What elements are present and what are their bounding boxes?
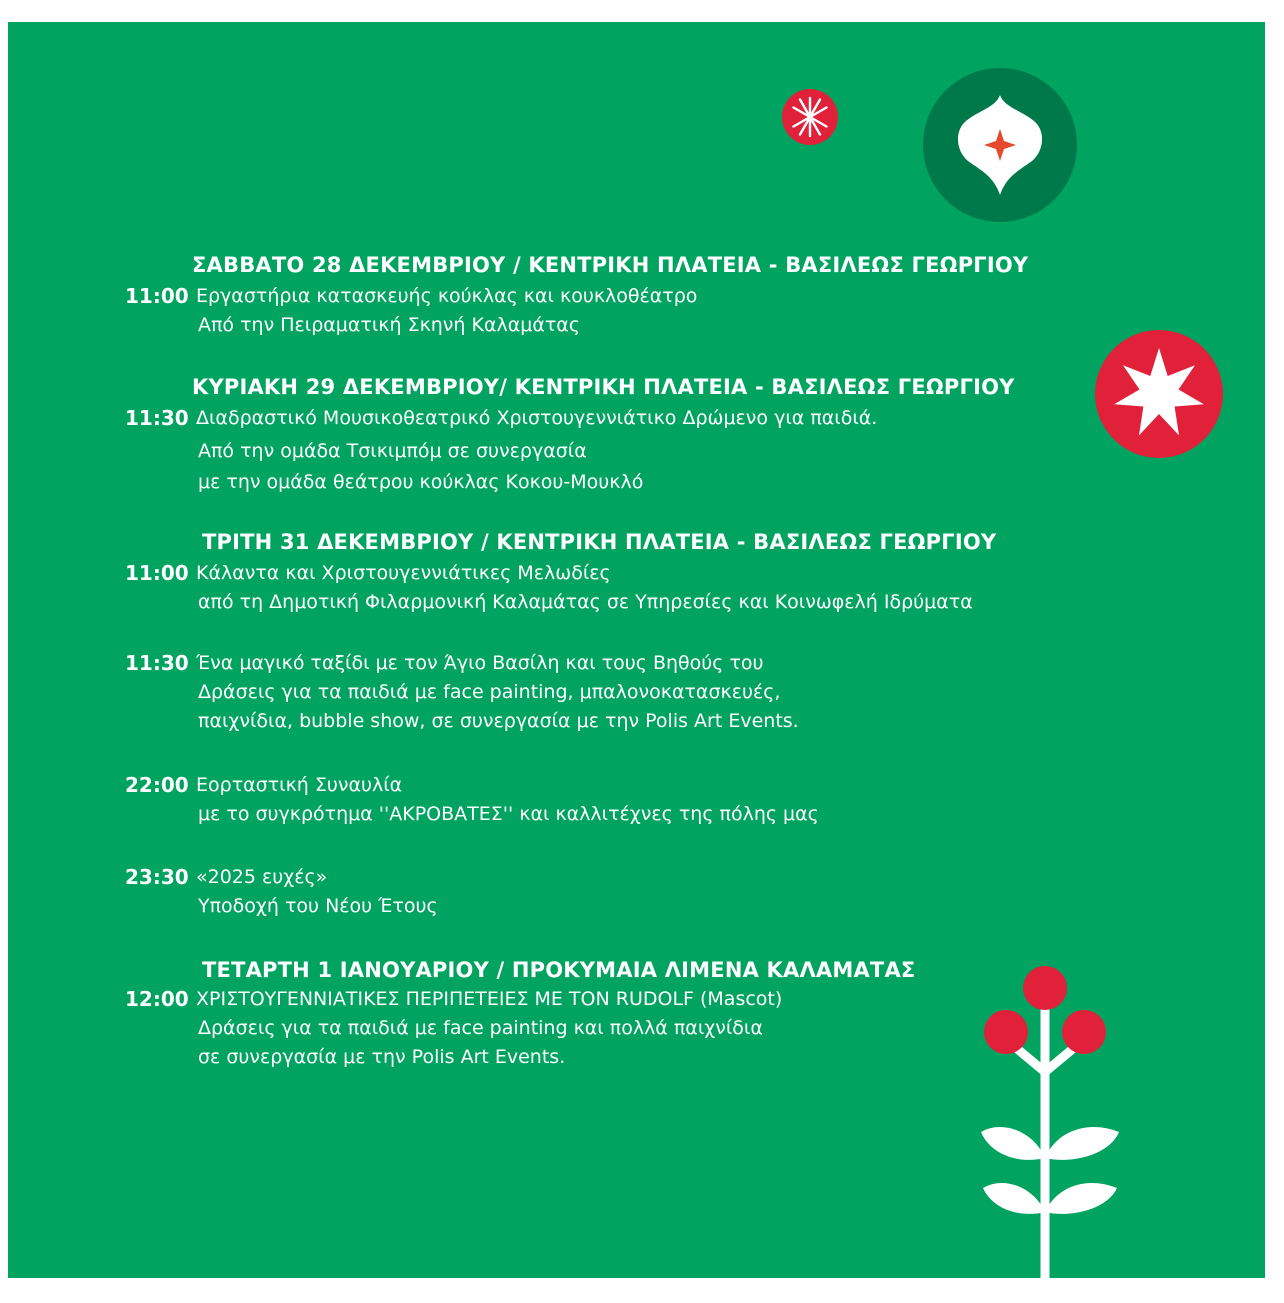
event-time: 11:30 [125, 651, 189, 675]
event-line: Δράσεις για τα παιδιά με face painting και πολλά παιχνίδια [198, 1017, 763, 1039]
event-time: 11:00 [125, 284, 189, 308]
event-line: Εορταστική Συναυλία [196, 774, 403, 796]
event-line: παιχνίδια, bubble show, σε συνεργασία με την Polis Art Events. [198, 710, 799, 732]
event-line: Διαδραστικό Μουσικοθεατρικό Χριστουγεννιάτικο Δρώμενο για παιδιά. [196, 407, 878, 429]
event-time: 11:00 [125, 561, 189, 585]
event-time: 22:00 [125, 773, 189, 797]
event-line: Από την Πειραματική Σκηνή Καλαμάτας [198, 314, 580, 336]
event-time: 11:30 [125, 406, 189, 430]
event-line: ΧΡΙΣΤΟΥΓΕΝΝΙΑΤΙΚΕΣ ΠΕΡΙΠΕΤΕΙΕΣ ΜΕ ΤΟΝ RUDOLF (Mascot) [196, 988, 783, 1010]
schedule [8, 22, 1265, 1278]
day-heading: ΤΕΤΑΡΤΗ 1 ΙΑΝΟΥΑΡΙΟΥ / ΠΡΟΚΥΜΑΙΑ ΛΙΜΕΝΑ ΚΑΛΑΜΑΤΑΣ [202, 958, 916, 982]
event-line: Από την ομάδα Τσικιμπόμ σε συνεργασία [198, 440, 587, 462]
day-heading: ΚΥΡΙΑΚΗ 29 ΔΕΚΕΜΒΡΙΟΥ/ ΚΕΝΤΡΙΚΗ ΠΛΑΤΕΙΑ - ΒΑΣΙΛΕΩΣ ΓΕΩΡΓΙΟΥ [192, 375, 1015, 399]
event-line: από τη Δημοτική Φιλαρμονική Καλαμάτας σε Υπηρεσίες και Κοινωφελή Ιδρύματα [198, 591, 973, 613]
day-heading: ΣΑΒΒΑΤΟ 28 ΔΕΚΕΜΒΡΙΟΥ / ΚΕΝΤΡΙΚΗ ΠΛΑΤΕΙΑ - ΒΑΣΙΛΕΩΣ ΓΕΩΡΓΙΟΥ [192, 253, 1029, 277]
event-time: 23:30 [125, 865, 189, 889]
event-line: Εργαστήρια κατασκευής κούκλας και κουκλοθέατρο [196, 285, 698, 307]
poster [8, 22, 1265, 1278]
event-line: Ένα μαγικό ταξίδι με τον Άγιο Βασίλη και τους Βηθούς του [196, 652, 764, 674]
day-heading: ΤΡΙΤΗ 31 ΔΕΚΕΜΒΡΙΟΥ / ΚΕΝΤΡΙΚΗ ΠΛΑΤΕΙΑ - ΒΑΣΙΛΕΩΣ ΓΕΩΡΓΙΟΥ [202, 530, 997, 554]
event-line: με την ομάδα θεάτρου κούκλας Κοκου-Μουκλό [198, 471, 644, 493]
event-line: Υποδοχή του Νέου Έτους [198, 895, 438, 917]
event-line: με το συγκρότημα ''ΑΚΡΟΒΑΤΕΣ'' και καλλιτέχνες της πόλης μας [198, 803, 819, 825]
event-line: «2025 ευχές» [196, 866, 328, 888]
event-line: σε συνεργασία με την Polis Art Events. [198, 1046, 566, 1068]
event-line: Κάλαντα και Χριστουγεννιάτικες Μελωδίες [196, 562, 611, 584]
event-time: 12:00 [125, 987, 189, 1011]
event-line: Δράσεις για τα παιδιά με face painting, μπαλονοκατασκευές, [198, 681, 781, 703]
